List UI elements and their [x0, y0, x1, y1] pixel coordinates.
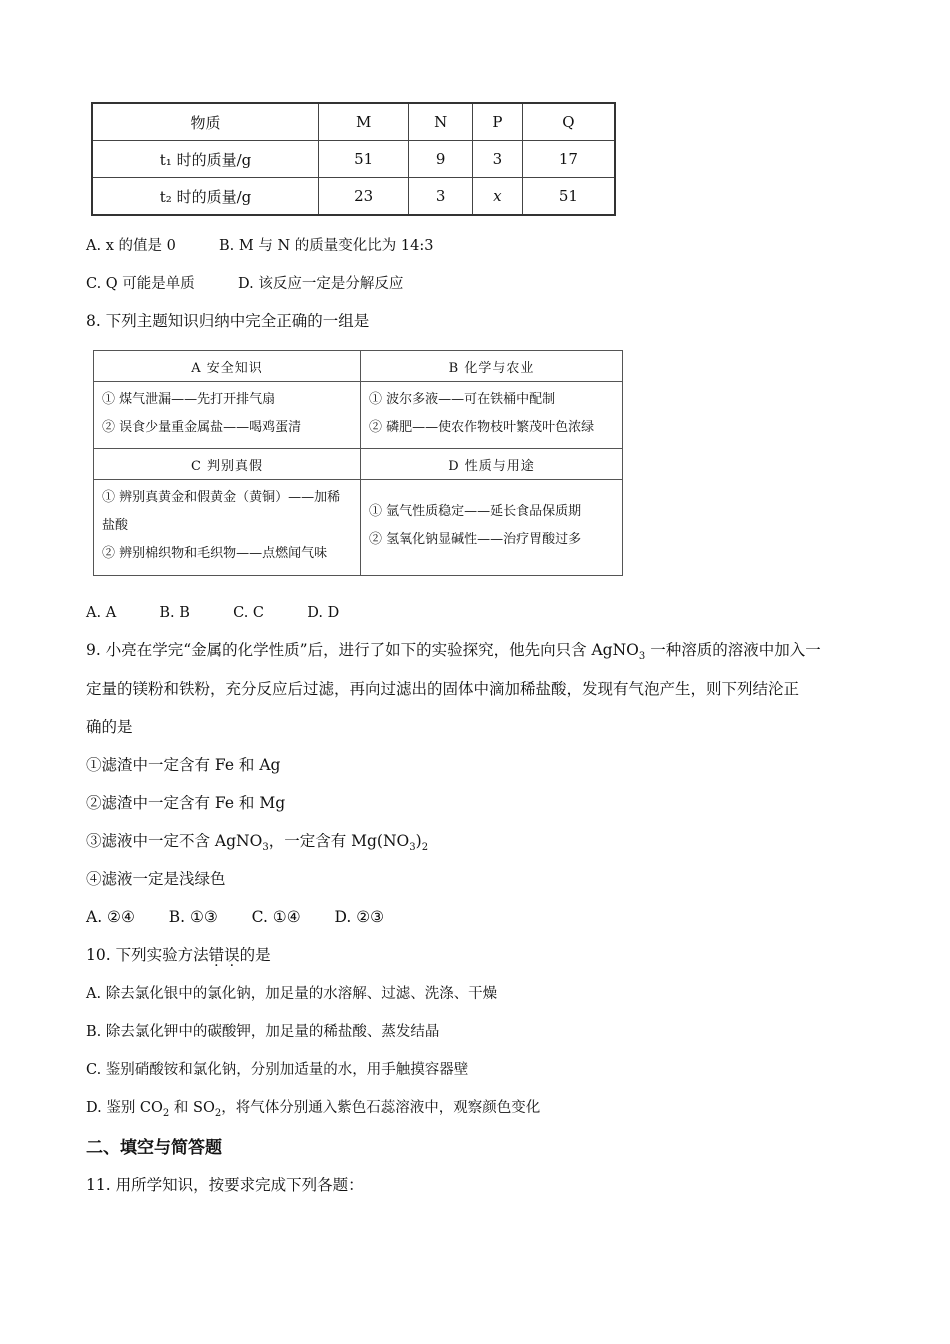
q10-text: 10. 下列实验方法	[86, 946, 209, 964]
table-header-cell: Q	[522, 103, 615, 141]
q7-option-a: A. x 的值是 0	[86, 238, 176, 254]
q9-text: 9. 小亮在学完“金属的化学性质”后，进行了如下的实验探究，他先向只含 AgNO	[86, 641, 639, 659]
q9-option-b: B. ①③	[168, 908, 218, 926]
q9-statement-3	[86, 831, 428, 858]
q9-text: 一种溶质的溶液中加入一	[645, 641, 821, 659]
section-heading: 二、填空与简答题	[86, 1138, 222, 1158]
q8-option-c: C. C	[233, 605, 265, 621]
q7-option-d: D. 该反应一定是分解反应	[238, 276, 404, 292]
list-item: ② 磷肥——使农作物枝叶繁茂叶色浓绿	[369, 420, 595, 435]
q8-stem: 8. 下列主题知识归纳中完全正确的一组是	[86, 312, 370, 330]
table-cell	[94, 480, 361, 576]
table-cell: 17	[522, 141, 615, 178]
table-header-cell: B 化学与农业	[361, 351, 623, 382]
q9-stem-line1	[86, 640, 821, 667]
table-cell: 23	[319, 178, 409, 216]
q9-stem-line3: 确的是	[86, 718, 133, 736]
subscript: 2	[421, 842, 429, 854]
list-item: ① 波尔多液——可在铁桶中配制	[369, 392, 556, 407]
q8-option-b: B. B	[159, 605, 190, 621]
table-header-cell: D 性质与用途	[361, 449, 623, 480]
table-cell: 51	[522, 178, 615, 216]
q9-stem-line2: 定量的镁粉和铁粉，充分反应后过滤，再向过滤出的固体中滴加稀盐酸，发现有气泡产生，则下列结沦正	[86, 680, 800, 698]
q8-option-d: D. D	[307, 605, 340, 621]
list-item: ① 煤气泄漏——先打开排气扇	[102, 392, 276, 407]
q10-option-b: B. 除去氯化钾中的碳酸钾，加足量的稀盐酸、蒸发结晶	[86, 1024, 440, 1040]
q7-option-b: B. M 与 N 的质量变化比为 14:3	[219, 238, 434, 254]
table-header-cell: A 安全知识	[94, 351, 361, 382]
list-item: ② 氢氧化钠显碱性——治疗胃酸过多	[369, 532, 582, 547]
q9-option-d: D. ②③	[334, 908, 384, 926]
q9-options	[86, 907, 384, 927]
q10-option-a: A. 除去氯化银中的氯化钠，加足量的水溶解、过滤、洗涤、干燥	[86, 986, 498, 1002]
knowledge-table	[93, 350, 623, 576]
q8-option-a: A. A	[86, 605, 117, 621]
q7-options-row2	[86, 274, 403, 294]
q9-statement-1: ①滤渣中一定含有 Fe 和 Ag	[86, 756, 281, 774]
emphasis-text: 误	[224, 946, 240, 964]
table-cell: t₁ 时的质量/g	[92, 141, 319, 178]
q10-text: ，将气体分别通入紫色石蕊溶液中，观察颜色变化	[221, 1100, 541, 1116]
subscript: 3	[262, 842, 269, 854]
q9-text: ③滤液中一定不含 AgNO	[86, 832, 263, 850]
table-cell: 3	[409, 178, 473, 216]
mass-table	[91, 102, 616, 216]
table-header-cell: 物质	[92, 103, 319, 141]
table-row	[92, 103, 615, 141]
q9-statement-4: ④滤液一定是浅绿色	[86, 870, 226, 888]
table-header-cell: N	[409, 103, 473, 141]
table-cell	[361, 382, 623, 449]
table-cell	[361, 480, 623, 576]
subscript: 2	[162, 1107, 170, 1119]
q7-options-row1	[86, 236, 433, 256]
table-cell	[94, 382, 361, 449]
table-row	[92, 141, 615, 178]
emphasis-text: 错	[208, 946, 225, 964]
table-header-cell: M	[319, 103, 409, 141]
q9-statement-2: ②滤渣中一定含有 Fe 和 Mg	[86, 794, 286, 812]
q9-text: ，一定含有 Mg(NO	[268, 832, 410, 850]
subscript: 3	[638, 651, 646, 663]
q9-option-a: A. ②④	[86, 908, 135, 926]
list-item: ① 辨别真黄金和假黄金（黄铜）——加稀盐酸	[102, 490, 341, 533]
q9-option-c: C. ①④	[251, 908, 301, 926]
table-header-cell: P	[472, 103, 522, 141]
q10-text: D. 鉴别 CO	[86, 1100, 163, 1116]
q11-stem: 11. 用所学知识，按要求完成下列各题：	[86, 1176, 364, 1194]
q10-text: 的是	[239, 946, 271, 964]
table-cell: 9	[409, 141, 473, 178]
table-cell: 3	[472, 141, 522, 178]
table-cell: t₂ 时的质量/g	[92, 178, 319, 216]
q10-option-c: C. 鉴别硝酸铵和氯化钠，分别加适量的水，用手触摸容器壁	[86, 1062, 469, 1078]
q10-option-d	[86, 1098, 540, 1124]
q10-text: 和 SO	[169, 1100, 215, 1116]
table-header-cell: C 判别真假	[94, 449, 361, 480]
q9-text: )	[415, 832, 422, 850]
q7-option-c: C. Q 可能是单质	[86, 276, 195, 292]
list-item: ① 氩气性质稳定——延长食品保质期	[369, 504, 582, 519]
subscript: 2	[214, 1107, 222, 1119]
subscript: 3	[409, 842, 416, 854]
list-item: ② 误食少量重金属盐——喝鸡蛋清	[102, 420, 302, 435]
q10-stem	[86, 945, 271, 965]
list-item: ② 辨别棉织物和毛织物——点燃闻气味	[102, 546, 328, 561]
table-cell: x	[472, 178, 522, 216]
q8-options	[86, 603, 339, 623]
table-row	[92, 178, 615, 216]
table-cell: 51	[319, 141, 409, 178]
